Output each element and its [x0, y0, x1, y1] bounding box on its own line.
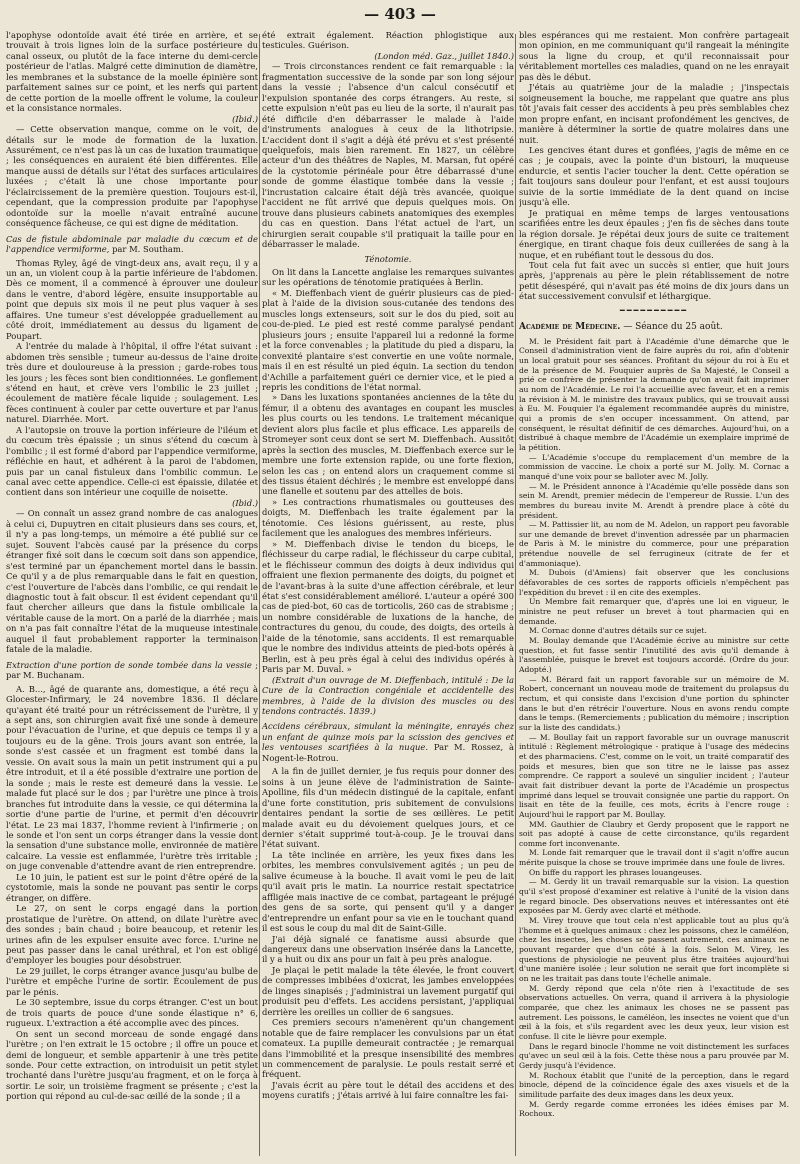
paragraph: M. le Président fait part à l'Académie d'une démarche que le Conseil d'administration vient de faire auprès du roi, afin d'obtenir un local gratuit pour ses séances. Profitant du séjour du roi à Eu et de la présence de M. Fouquier auprès de Sa Majesté, le Conseil a prié ce confrère de présenter la demande qu'on avait fait imprimer au nom de l'Académie. Le roi l'a accueillie avec faveur, et en a remis la révision à M. le ministre des travaux publics, qui se trouvait aussi à Eu. M. Fouquier l'a également recommandée auprès du ministre, qui a promis de s'en occuper incessamment. On attend, par conséquent, le résultat définitif de ces démarches. Aujourd'hui, on a distribué à chaque membre de l'Académie un exemplaire imprimé de la pétition. — [519, 336, 789, 452]
article-title — [6, 660, 258, 681]
paragraph: M. Londe fait remarquer que le travail dont il s'agit n'offre aucun mérite puisque la chose se trouve imprimée dans une foule de livres. — [519, 848, 789, 868]
paragraph: On biffe du rapport les phrases louangeuses. — [529, 867, 702, 877]
article-title — [6, 234, 258, 255]
paragraph: M. Dubois (d'Amiens) fait observer que les conclusions défavorables de ces sortes de rapports officiels n'empêchent pas l'expédition du brevet : il en cite des exemples. — [519, 568, 789, 597]
column-3 — [519, 30, 789, 1160]
paragraph: — Cette observation manque, comme on le voit, de détails sur le mode de formation de la luxation. Assurément, ce n'est pas là un cas de luxation traumatique ; les conséquences en auraient été bien différentes. Elle manque aussi de détails sur l'état des surfaces articulaires luxées ; c'était là une chose importante pour l'éclaircissement de la première question. Toujours est-il, cependant, que la compression produite par l'apophyse odontoïde sur la moelle n'avait entraîné aucune conséquence fâcheuse, ce qui est digne de méditation. — [6, 124, 258, 229]
article-author: . Par M. Rossez, à Nogent-le-Rotrou. — [262, 742, 514, 763]
paragraph: bles espérances qui me restaient. Mon confrère partageait mon opinion, en me communiquant qu'il rangeait la méningite sous la ligne du croup, et qu'il reconnaissait pour véritablement mortelles ces maladies, quand on ne les enrayait pas dès le début. — [519, 30, 789, 82]
paragraph: MM. Gauthier de Claubry et Gerdy proposent que le rapport ne soit pas adopté à cause de cette circonstance, qu'ils regardent comme fort inconvenante. — [519, 819, 789, 848]
paragraph: M. Gerdy regarde comme erronées les idées émises par M. Rochoux. — [519, 1099, 789, 1119]
paragraph: M. Gerdy répond que cela n'ôte rien à l'exactitude de ses observations actuelles. On verra, quand il arrivera à la physiologie comparée, que chez les animaux les choses ne se passent pas autrement. Les poissons, le caméléon, les insectes ne voient que d'un œil à la fois, et s'ils regardent avec les deux yeux, leur vision est confuse. Il cite le lièvre pour exemple. — [519, 983, 789, 1041]
citation: (Ibid.) — [232, 113, 258, 124]
paragraph: été extrait également. Réaction phlogistique aux testicules. Guérison. — [262, 30, 514, 51]
section-heading-title: Académie de Médecine. — [519, 322, 621, 333]
paragraph: » Dans les luxations spontanées anciennes de la tête du fémur, il a obtenu des avantages en coupant les muscles les plus courts ou les tendons. Le traitement mécanique devient alors plus facile et plus efficace. Les appareils de Stromeyer sont ceux dont se sert M. Dieffenbach. Aussitôt après la section des muscles, M. Dieffenbach exerce sur le membre une forte extension rapide, ou une forte flexion, selon les cas ; on entend alors un craquement comme si des tissus étaient déchirés ; le membre est enveloppé dans une flanelle et soutenu par des attelles de bois. — [262, 392, 514, 497]
paragraph: A l'entrée du malade à l'hôpital, il offre l'état suivant : abdomen très sensible ; tumeur au-dessus de l'aine droite très dure et douloureuse à la pression ; garde-robes tous les jours ; les fèces sont bien conditionnées. Le gonflement s'étend en haut, et crève vers l'ombilic le 23 juillet ; écoulement de matière fécale liquide ; soulagement. Les fèces continuent à couler par cette ouverture et par l'anus naturel. Diarrhée. Mort. — [6, 341, 258, 425]
paragraph: Le 29 juillet, le corps étranger avance jusqu'au bulbe de l'urètre et empêche l'urine de sortir. Écoulement de pus par le pénis. — [6, 965, 258, 997]
paragraph: » M. Dieffenbach divise le tendon du biceps, le fléchisseur du carpe radial, le fléchisseur du carpe cubital, et le fléchisseur commun des doigts à deux individus qui offraient une flexion permanente des doigts, du poignet et de l'avant-bras à la suite d'une affection cérébrale, et leur état s'est considérablement amélioré. L'auteur a opéré 300 cas de pied-bot, 60 cas de torticolis, 260 cas de strabisme ; un nombre considérable de luxations de la hanche, de contractures du genou, du coude, des doigts, des orteils à l'aide de la ténotomie, sans accidents. Il est remarquable que le nombre des individus atteints de pied-bots opérés à Berlin, est à peu près égal à celui des individus opérés à Paris par M. Duval. » — [262, 538, 514, 675]
section-separator: ━━━━━━━━━━ — [619, 305, 689, 315]
paragraph: J'étais au quatrième jour de la maladie ; j'inspectais soigneusement la bouche, me rappelant que quatre ans plus tôt j'avais fait cesser des accidents à peu près semblables chez mon propre enfant, en incisant profondément les gencives, de manière à déterminer la sortie de quatre molaires dans une nuit. — [519, 82, 789, 145]
column-divider — [259, 34, 260, 1156]
section-heading — [519, 322, 789, 332]
citation: (Extrait d'un ouvrage de M. Dieffenbach, intitulé : De la Cure de la Contraction congéniale et accidentelle des membres, à l'aide de la division des muscles ou des tendons contractés. 1839.) — [262, 674, 514, 716]
paragraph: — L'Académie s'occupe du remplacement d'un membre de la commission de vaccine. Le choix a porté sur M. Jolly. M. Cornac a manqué d'une voix pour se balloter avec M. Jolly. — [519, 452, 789, 481]
paragraph: Dans le regard binocle l'homme ne voit distinctement les surfaces qu'avec un seul œil à la fois. Cette thèse nous a paru prouvée par M. Gerdy jusqu'à l'évidence. — [519, 1041, 789, 1070]
page-number: — 403 — — [364, 5, 436, 23]
paragraph: Les gencives étant dures et gonflées, j'agis de même en ce cas ; je coupais, avec la pointe d'un bistouri, la muqueuse endurcie, et sentis l'acier toucher la dent. Cette opération se fait toujours sans douleur pour l'enfant, et est aussi toujours suivie de la sortie immédiate de la dent quand on incise jusqu'à elle. — [519, 144, 789, 208]
paragraph: — M. Pattissier lit, au nom de M. Adelon, un rapport peu favorable sur une demande de brevet d'invention adressée par un pharmacien de Paris à M. le ministre du commerce, pour une préparation prétendue nouvelle de sel ferrugineux (citrate de fer et d'ammoniaque). — [519, 520, 789, 568]
column-2 — [262, 30, 514, 1160]
paragraph: M. Virey trouve que tout cela n'est applicable tout au plus qu'à l'homme et à quelques animaux : chez les poissons, chez le caméléon, chez les insectes, les choses se passent autrement, ces animaux ne pouvant regarder que d'un côté à la fois. Selon M. Virey, les questions de physiologie ne peuvent plus être traitées aujourd'hui d'une manière isolée ; leur solution ne serait que fort incomplète si on ne les traitait pas dans toute l'échelle animale. — [519, 916, 789, 983]
paragraph: A la fin de juillet dernier, je fus requis pour donner des soins à un jeune élève de l'administration de Sainte-Apolline, fils d'un médecin distingué de la capitale, enfant d'une forte constitution, pris subitement de convulsions dentaires pendant la sortie de ses œillères. Le petit malade avait eu du dévoiement quelques jours, et ce dernier s'était supprimé tout-à-coup. Je le trouvai dans l'état suivant. — [262, 766, 514, 850]
article-title — [262, 721, 514, 763]
article-title-text: Extraction d'une portion de sonde tombée dans la vessie — [6, 659, 252, 670]
paragraph: « M. Dieffenbach vient de guérir plusieurs cas de pied-plat à l'aide de la division sous-cutanée des tendons des muscles longs extenseurs, soit sur le dos du pied, soit au cou-de-pied. Le pied est resté comme paralysé pendant plusieurs jours ; ensuite l'appareil lui a redonné la forme et la force convenables ; la platitude du pied a disparu, la convexité plantaire s'est convertie en une voûte normale, mais il en est résulté un pied équin. La section du tendon d'Achille a parfaitement guéri ce dernier vice, et le pied a repris les conditions de l'état normal. — [262, 287, 514, 392]
paragraph: J'ai déjà signalé ce fanatisme aussi absurde que dangereux dans une observation insérée dans la Lancette, il y a huit ou dix ans pour un fait à peu près analogue. — [262, 933, 514, 965]
paragraph: Le 10 juin, le patient est sur le point d'être opéré de la cystotomie, mais la sonde ne pouvant pas sentir le corps étranger, on diffère. — [6, 871, 258, 903]
paragraph: Je pratiquai en même temps de larges ventousations scarifiées entre les deux épaules ; j'en fis de sèches dans toute la région dorsale. Je répétai deux jours de suite ce traitement énergique, en tirant chaque fois deux cuillerées de sang à la nuque, et en rubéfiant tout le dessous du dos. — [519, 207, 789, 260]
paragraph: Un Membre fait remarquer que, d'après une loi en vigueur, le ministre ne peut refuser un brevet à tout pharmacien qui en demande. — [519, 597, 789, 626]
column-divider — [515, 34, 516, 1156]
paragraph: M. Boulay demande que l'Académie écrive au ministre sur cette question, et fut fasse sentir l'inutilité des avis qu'il demande à l'assemblée, puisque le brevet est toujours accordé. (Ordre du jour. Adopté.) — [519, 636, 789, 674]
paragraph: La tête inclinée en arrière, les yeux fixes dans les orbites, les membres convulsivement agités ; un peu de salive écumeuse à la bouche. Il avait vomi le peu de lait qu'il avait pris le matin. La nourrice restait spectatrice affligée mais inactive de ce combat, partageant le préjugé des gens de sa sorte, qui pensent qu'il y a danger d'entreprendre un enfant pour sa vie en le touchant quand il est sous le coup du mal dit de Saint-Gille. — [262, 849, 514, 934]
paragraph: — On connaît un assez grand nombre de cas analogues à celui ci, Dupuytren en citait plusieurs dans ses cours, et, il n'y a pas long-temps, un mémoire a été publié sur ce sujet. Souvent l'abcès causé par la présence du corps étranger fixé soit dans le cœcum soit dans son appendice, s'est terminé par un épanchement mortel dans le bassin. Ce qu'il y a de plus remarquable dans le fait en question, c'est l'ouverture de l'abcès dans l'ombilic, ce qui rendait le diagnostic tout à fait obscur. Il est évident cependant qu'il faut chercher ailleurs que dans la fistule ombilicale la véritable cause de la mort. On a parlé de la diarrhée ; mais on n'a pas fait connaître l'état de la muqueuse intestinale auquel il faut probablement rapporter la terminaison fatale de la maladie. — [6, 508, 258, 655]
academy-report — [519, 337, 789, 1119]
paragraph: M. Cornac donne d'autres détails sur ce sujet. — [529, 626, 707, 636]
article-author: , par M. Southam. — [106, 244, 184, 255]
paragraph: A. B..., âgé de quarante ans, domestique, a été reçu à Glocester-Infirmary, le 24 novembre 1836. Il déclare qu'ayant été traité pour un rétrécissement de l'urètre, il y a sept ans, son chirurgien avait fixé une sonde à demeure pour l'évacuation de l'urine, et que depuis ce temps il y a toujours eu de la gêne. Trois jours avant son entrée, la sonde s'est cassée et un fragment est tombé dans la vessie. On avait sous la main un petit instrument qui a pu être introduit, et il a été possible d'extraire une portion de la sonde ; mais le reste est demeuré dans la vessie. Le malade fut placé sur le dos ; par l'urètre une pince à trois branches fut introduite dans la vessie, ce qui détermina la sortie d'une partie de l'urine, et permit d'en découvrir l'état. Le 23 mai 1837, l'homme revient à l'infirmerie ; on le sonde et l'on sent un corps étranger dans la vessie dont la sensation d'une substance molle, environnée de matière calcaire. La vessie est enflammée, l'urètre très irritable ; on juge convenable d'attendre avant de rien entreprendre. — [6, 683, 258, 872]
paragraph: On lit dans la Lancette anglaise les remarques suivantes sur les opérations de ténotomie pratiquées à Berlin. — [262, 266, 514, 288]
article-title-text: Cas de fistule abdominale par maladie du cœcum et de l'appendice vermiforme — [6, 233, 258, 255]
paragraph: — M. Gerdy lit un travail remarquable sur la vision. La question qu'il s'est proposé d'examiner est relative à l'unité de la vision dans le regard binocle. Des observations neuves et intéressantes ont été exposées par M. Gerdy avec clarté et méthode. — [519, 877, 789, 916]
paragraph: Je plaçai le petit malade la tête élevée, le front couvert de compresses imbibées d'oxicrat, les jambes enveloppées de linges sinapisés ; j'administrai un lavement purgatif qui produisit peu d'effets. Les accidens persistant, j'appliquai derrière les oreilles un collier de 6 sangsues. — [262, 964, 514, 1017]
paragraph: — M. Boullay fait un rapport favorable sur un ouvrage manuscrit intitulé : Règlement métrologique - pratique à l'usage des médecins et des pharmaciens. C'est, comme on le voit, un traité comparatif des poids et mesures, bien que son titre ne le laisse pas assez comprendre. Ce rapport a soulevé un singulier incident ; l'auteur avait fait distribuer devant la porte de l'Académie un prospectus imprimé dans lequel se trouvait consignée une partie du rapport. On lisait en tête de la feuille, ces mots, écrits à l'encre rouge : Aujourd'hui le rapport par M. Boullay. — [519, 732, 789, 819]
column-1 — [6, 30, 258, 1160]
paragraph: Ces premiers secours n'amenèrent qu'un changement notable que de faire remplacer les convulsions par un état comateux. La pupille demeurait contractée ; je remarquai dans l'immobilité et la presque insensibilité des membres un commencement de paralysie. Le pouls restait serré et fréquent. — [262, 1017, 514, 1080]
article-title-text: Accidens cérébraux, simulant la méningite, enrayés chez un enfant de quinze mois par la scission des gencives et les ventouses scarifiées à la nuque — [262, 721, 514, 753]
paragraph: — M. le Président annonce à l'Académie qu'elle possède dans son sein M. Arendt, premier médecin de l'empereur de Russie. L'un des membres du bureau invite M. Arendt à prendre place à côté du président. — [519, 481, 789, 520]
section-subtitle: Ténotomie. — [364, 253, 412, 264]
paragraph: — Trois circonstances rendent ce fait remarquable : la fragmentation successive de la sonde par son long séjour dans la vessie ; l'absence d'un calcul consécutif et l'expulsion spontanée des corps étrangers. Au reste, si cette expulsion n'eût pas eu lieu de la sorte, il n'aurait pas été difficile d'en débarrasser le malade à l'aide d'instruments analogues à ceux de la lithotripsie. L'accident dont il s'agit a déjà été prévu et s'est présenté quelquefois, mais bien rarement. En 1827, un célèbre acteur d'un des théâtres de Naples, M. Marsan, fut opéré de la cystotomie périnéale pour être débarrassé d'une sonde de gomme élastique tombée dans la vessie ; l'incrustation calcaire était déjà très avancée, quoique l'accident ne fût arrivé que depuis quelques mois. On trouve dans plusieurs cabinets anatomiques des exemples du cas en question. Dans l'état actuel de l'art, un chirurgien serait coupable s'il pratiquait la taille pour en débarrasser le malade. — [262, 61, 514, 250]
paragraph: Le 30 septembre, issue du corps étranger. C'est un bout de trois quarts de pouce d'une sonde élastique n° 6, rugueux. L'extraction a été accomplie avec des pinces. — [6, 997, 258, 1029]
paragraph: Le 27, on sent le corps engagé dans la portion prostatique de l'urètre. On attend, on dilate l'urètre avec des sondes ; bain chaud ; boire beaucoup, et retenir les urines afin de les expulser ensuite avec force. L'urine ne peut pas passer dans le canal uréthral, et l'on est obligé d'employer les bougies pour désobstruer. — [6, 903, 258, 966]
citation: (London méd. Gaz., juillet 1840.) — [374, 50, 514, 61]
paragraph: J'avais écrit au père tout le détail des accidens et des moyens curatifs ; j'étais arrivé à lui faire connaître les fai- — [262, 1079, 514, 1101]
paragraph: M. Rochoux établit que l'unité de la perception, dans le regard binocle, dépend de la coïncidence égale des axes visuels et de la similitude parfaite des deux images dans les deux yeux. — [519, 1070, 789, 1099]
paragraph: l'apophyse odontoïde avait été tirée en arrière, et se trouvait à trois lignes loin de la surface postérieure du canal osseux, ou plutôt de la face interne du demi-cercle postérieur de l'atlas. Malgré cette diminution de diamètre, les membranes et la substance de la moelle épinière sont parfaitement saines sur ce point, et les nerfs qui partent de cette portion de la moelle offrent le volume, la couleur et la consistance normales. — [6, 30, 258, 114]
paragraph: On sent un second morceau de sonde engagé dans l'urètre ; on l'en extrait le 15 octobre ; il offre un pouce et demi de longueur, et semble appartenir à une très petite sonde. Pour cette extraction, on introduisit un petit stylet trochanté dans l'urètre jusqu'au fragment, et on le força à sortir. Le soir, un troisième fragment se présente ; c'est la portion qui répond au cul-de-sac œillé de la sonde ; il a — [6, 1028, 258, 1102]
citation: (Ibid.) — [232, 497, 258, 508]
paragraph: A l'autopsie on trouve la portion inférieure de l'iléum et du cœcum très épaissie ; un sinus s'étend du cœcum à l'ombilic ; il est formé d'abord par l'appendice vermiforme, réfléchie en haut, et adhérent à la paroi de l'abdomen, puis par un canal fistuleux dans l'ombilic commun. Le canal avec cette appendice. Celle-ci est épaissie, dilatée et contient dans son intérieur une coquille de noisette. — [6, 424, 258, 498]
paragraph: Thomas Ryley, âgé de vingt-deux ans, avait reçu, il y a un an, un violent coup à la partie inférieure de l'abdomen. Dès ce moment, il a commencé à éprouver une douleur dans le ventre, d'abord légère, ensuite insupportable au point que depuis six mois il ne peut plus vaquer à ses affaires. Une tumeur s'est développée graduellement au côté droit, immédiatement au dessus du ligament de Poupart. — [6, 257, 258, 341]
paragraph: » Les contractions rhumatismales ou goutteuses des doigts, M. Dieffenbach les traite également par la ténotomie. Ces lésions guérissent, au reste, plus facilement que les analogues des membres inférieurs. — [262, 496, 514, 539]
paragraph: — M. Bérard fait un rapport favorable sur un mémoire de M. Robert, concernant un nouveau mode de traitement du prolapsus du rectum, et qui consiste dans l'excision d'une portion du sphincter dans le but d'en rétrécir l'ouverture. Nous en avons rendu compte dans le temps. (Remerciements ; publication du mémoire ; inscription sur la liste des candidats.) — [519, 674, 789, 732]
paragraph: Tout cela fut fait avec un succès si entier, que huit jours après, j'apprenais au père le plein rétablissement de notre petit désespéré, qui n'avait pas été moins de dix jours dans un état successivement convulsif et léthargique. — [519, 259, 789, 302]
article-author: ; par M. Buchanam. — [6, 659, 258, 681]
section-heading-date: — Séance du 25 août. — [620, 322, 723, 333]
